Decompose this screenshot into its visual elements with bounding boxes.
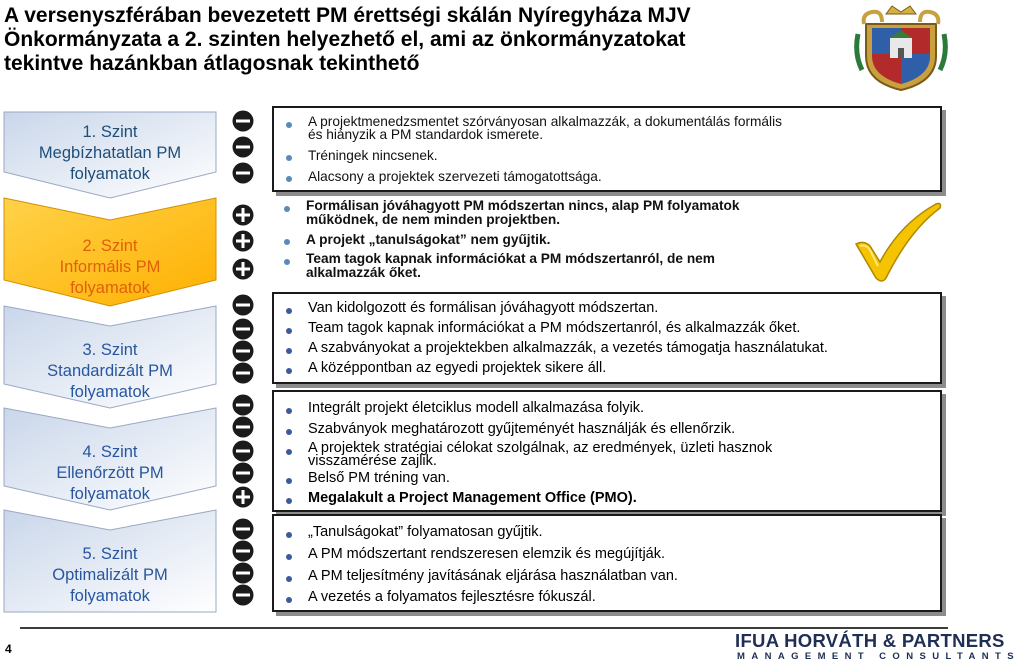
title-line: A versenyszférában bevezetett PM érettségi skálán Nyíregyháza MJV [4,4,691,27]
list-item: Szabványok meghatározott gyűjteményét használják és ellenőrzik. [308,421,736,437]
list-item: Formálisan jóváhagyott PM módszertan nincs, alap PM folyamatok [306,198,740,213]
title-line: Önkormányzata a 2. szinten helyezhető el, ami az önkormányzatokat [4,28,686,51]
minus-icon [232,562,254,584]
level-1-description-box [272,106,942,192]
list-item: Team tagok kapnak információkat a PM módszertanról, de nem [306,251,715,266]
plus-icon [232,486,254,508]
minus-icon [232,136,254,158]
footer-divider [20,627,948,629]
list-item: „Tanulságokat” folyamatosan gyűjtik. [308,524,543,540]
plus-icon [232,230,254,252]
maturity-chevrons [0,0,230,620]
bullet [286,597,292,603]
list-item: A projektmenedzsmentet szórványosan alkalmazzák, a dokumentálás formális [308,114,782,129]
plus-icon [232,204,254,226]
bullet [286,122,292,128]
minus-icon [232,318,254,340]
bullet [286,408,292,414]
list-item: Tréningek nincsenek. [308,148,438,163]
list-item: A szabványokat a projektekben alkalmazzák, a vezetés támogatja használatukat. [308,340,828,356]
bullet [286,155,292,161]
list-item: Integrált projekt életciklus modell alkalmazása folyik. [308,400,645,416]
minus-icon [232,110,254,132]
company-logo-tagline: MANAGEMENT CONSULTANTS [737,651,1020,662]
bullet [286,554,292,560]
minus-icon [232,584,254,606]
list-item: A PM módszertant rendszeresen elemzik és megújítják. [308,546,666,562]
company-logo-name: IFUA HORVÁTH & PARTNERS [735,630,1005,651]
list-item: Team tagok kapnak információkat a PM módszertanról, és alkalmazzák őket. [308,320,801,336]
minus-icon [232,162,254,184]
level-2-description-box [272,194,852,290]
level-1-label: 1. Szint Megbízhatatlan PM folyamatok [38,123,182,183]
bullet [286,498,292,504]
list-item: A projektek stratégiai célokat szolgálnak, az eredmények, üzleti hasznok [308,440,773,456]
bullet [286,478,292,484]
page-number: 4 [5,642,12,656]
list-item: Belső PM tréning van. [308,470,450,486]
minus-icon [232,340,254,362]
bullet [286,328,292,334]
list-item: és hiányzik a PM standardok ismerete. [308,127,544,142]
list-item: A projekt „tanulságokat” nem gyűjtik. [306,232,551,247]
level-5-label: 5. Szint Optimalizált PM folyamatok [52,545,168,605]
bullet [286,308,292,314]
level-4-description-box [272,390,942,512]
minus-icon [232,518,254,540]
minus-icon [232,294,254,316]
list-item: Megalakult a Project Management Office (PMO). [308,490,637,506]
checkmark-icon [850,200,945,285]
plus-icon [232,258,254,280]
bullet [284,259,290,265]
title-line: tekintve hazánkban átlagosnak tekinthető [4,52,420,75]
minus-icon [232,540,254,562]
list-item: működnek, de nem minden projektben. [306,212,561,227]
minus-icon [232,362,254,384]
bullet [286,368,292,374]
list-item: Van kidolgozott és formálisan jóváhagyott módszertan. [308,300,659,316]
level-3-description-box [272,292,942,384]
bullet [286,348,292,354]
list-item: alkalmazzák őket. [306,265,421,280]
list-item: visszamérése zajlik. [308,453,437,469]
bullet [286,429,292,435]
coat-of-arms-icon [852,4,950,92]
list-item: A vezetés a folyamatos fejlesztésre fókuszál. [308,589,596,605]
bullet [286,176,292,182]
bullet [286,532,292,538]
level-3-label: 3. Szint Standardizált PM folyamatok [47,341,173,401]
list-item: A PM teljesítmény javításának eljárása használatban van. [308,568,678,584]
minus-icon [232,440,254,462]
list-item: Alacsony a projektek szervezeti támogatottsága. [308,169,602,184]
bullet [286,576,292,582]
list-item: A középpontban az egyedi projektek sikere áll. [308,360,607,376]
level-5-description-box [272,514,942,612]
bullet [284,239,290,245]
minus-icon [232,416,254,438]
minus-icon [232,394,254,416]
bullet [286,449,292,455]
bullet [284,206,290,212]
level-2-label: 2. Szint Informális PM folyamatok [59,237,161,297]
level-4-label: 4. Szint Ellenőrzött PM folyamatok [56,443,164,503]
minus-icon [232,462,254,484]
